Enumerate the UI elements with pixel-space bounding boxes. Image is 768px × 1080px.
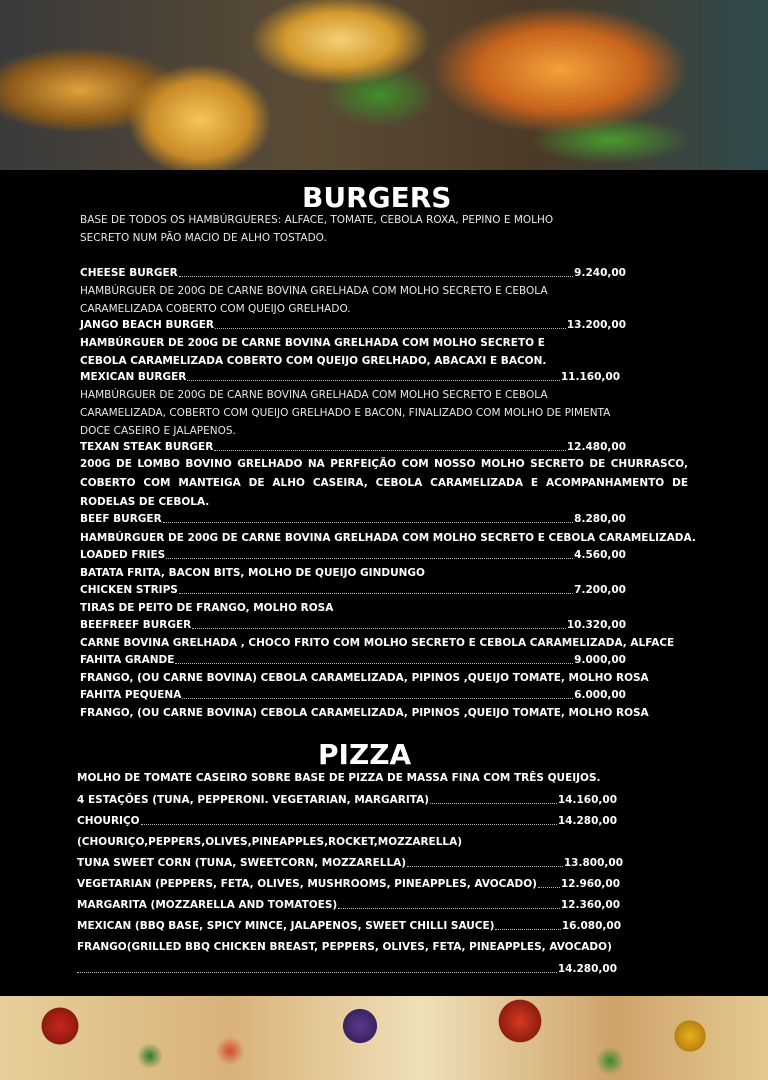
menu-item-pizza-vegetarian bbox=[77, 877, 620, 891]
item-price: 16.080,00 bbox=[561, 920, 621, 932]
item-name: MARGARITA (MOZZARELLA AND TOMATOES) bbox=[77, 899, 338, 911]
menu-item-pizza-frango-price-row bbox=[77, 962, 617, 976]
menu-item-pizza-4-estacoes bbox=[77, 793, 617, 807]
item-price: 10.320,00 bbox=[566, 619, 626, 631]
burger-photo-banner bbox=[0, 0, 768, 170]
item-description: BATATA FRITA, BACON BITS, MOLHO DE QUEIJO GINDUNGO bbox=[80, 567, 425, 579]
menu-item-beefreef-burger bbox=[80, 618, 626, 632]
menu-item-pizza-frango bbox=[77, 938, 680, 957]
item-price: 4.560,00 bbox=[574, 549, 626, 561]
item-name: BEEF BURGER bbox=[80, 513, 162, 525]
item-name: LOADED FRIES bbox=[80, 549, 166, 561]
item-price: 14.280,00 bbox=[557, 815, 617, 827]
item-price: 9.240,00 bbox=[574, 267, 626, 279]
pizza-photo-banner bbox=[0, 996, 768, 1080]
burgers-intro: BASE DE TODOS OS HAMBÚRGUERES: ALFACE, TOMATE, CEBOLA ROXA, PEPINO E MOLHO SECRETO NUM PÃO MACIO DE ALHO TOSTADO. bbox=[80, 214, 554, 244]
item-name: CHOURIÇO bbox=[77, 815, 140, 827]
menu-item-texan-steak-burger bbox=[80, 440, 626, 454]
menu-item-jango-beach-burger bbox=[80, 318, 626, 332]
item-name: VEGETARIAN (PEPPERS, FETA, OLIVES, MUSHROOMS, PINEAPPLES, AVOCADO) bbox=[77, 878, 537, 890]
item-price: 8.280,00 bbox=[574, 513, 626, 525]
menu-item-fahita-pequena bbox=[80, 688, 626, 702]
item-description: FRANGO, (OU CARNE BOVINA) CEBOLA CARAMELIZADA, PIPINOS ,QUEIJO TOMATE, MOLHO ROSA bbox=[80, 672, 649, 684]
menu-item-fahita-grande bbox=[80, 653, 626, 667]
item-name: FRANGO(GRILLED BBQ CHICKEN BREAST, PEPPERS, OLIVES, FETA, PINEAPPLES, AVOCADO) bbox=[77, 941, 612, 953]
item-price: 6.000,00 bbox=[574, 689, 626, 701]
menu-item-cheese-burger bbox=[80, 266, 626, 280]
item-description: HAMBÚRGUER DE 200G DE CARNE BOVINA GRELHADA COM MOLHO SECRETO E CEBOLA CARAMELIZADA. bbox=[80, 532, 696, 544]
menu-item-pizza-tuna-sweet-corn bbox=[77, 856, 623, 870]
item-name: BEEFREEF BURGER bbox=[80, 619, 192, 631]
item-name: TEXAN STEAK BURGER bbox=[80, 441, 214, 453]
item-description: FRANGO, (OU CARNE BOVINA) CEBOLA CARAMELIZADA, PIPINOS ,QUEIJO TOMATE, MOLHO ROSA bbox=[80, 707, 649, 719]
item-name: FAHITA PEQUENA bbox=[80, 689, 182, 701]
item-description: CARNE BOVINA GRELHADA , CHOCO FRITO COM MOLHO SECRETO E CEBOLA CARAMELIZADA, ALFACE bbox=[80, 637, 675, 649]
burgers-title: BURGERS bbox=[302, 181, 452, 214]
menu-item-pizza-mexican bbox=[77, 919, 621, 933]
item-price: 13.800,00 bbox=[563, 857, 623, 869]
pizza-intro: MOLHO DE TOMATE CASEIRO SOBRE BASE DE PIZZA DE MASSA FINA COM TRÊS QUEIJOS. bbox=[77, 772, 601, 784]
item-name: TUNA SWEET CORN (TUNA, SWEETCORN, MOZZARELLA) bbox=[77, 857, 407, 869]
item-description: HAMBÚRGUER DE 200G DE CARNE BOVINA GRELHADA COM MOLHO SECRETO E CEBOLA CARAMELIZADA COBERTO COM QUEIJO GRELHADO, ABACAXI E BACON. bbox=[80, 337, 547, 367]
item-description: HAMBÚRGUER DE 200G DE CARNE BOVINA GRELHADA COM MOLHO SECRETO E CEBOLA CARAMELIZADA, COBERTO COM QUEIJO GRELHADO E BACON, FINALIZADO COM MOLHO DE PIMENTA DOCE CASEIRO E JALAPENOS. bbox=[80, 389, 611, 437]
item-name: MEXICAN (BBQ BASE, SPICY MINCE, JALAPENOS, SWEET CHILLI SAUCE) bbox=[77, 920, 495, 932]
item-description: HAMBÚRGUER DE 200G DE CARNE BOVINA GRELHADA COM MOLHO SECRETO E CEBOLA CARAMELIZADA COBERTO COM QUEIJO GRELHADO. bbox=[80, 285, 548, 315]
menu-item-mexican-burger bbox=[80, 370, 620, 384]
item-price: 12.360,00 bbox=[560, 899, 620, 911]
pizza-title: PIZZA bbox=[318, 738, 412, 771]
menu-item-chicken-strips bbox=[80, 583, 626, 597]
item-name: MEXICAN BURGER bbox=[80, 371, 187, 383]
item-price: 7.200,00 bbox=[574, 584, 626, 596]
item-description: TIRAS DE PEITO DE FRANGO, MOLHO ROSA bbox=[80, 602, 334, 614]
menu-item-beef-burger bbox=[80, 512, 626, 526]
menu-item-pizza-chourico bbox=[77, 814, 617, 828]
item-price: 11.160,00 bbox=[560, 371, 620, 383]
item-description: (CHOURIÇO,PEPPERS,OLIVES,PINEAPPLES,ROCKET,MOZZARELLA) bbox=[77, 836, 463, 848]
item-name: 4 ESTAÇÕES (TUNA, PEPPERONI. VEGETARIAN, MARGARITA) bbox=[77, 794, 429, 806]
menu-item-loaded-fries bbox=[80, 548, 626, 562]
item-price: 13.200,00 bbox=[566, 319, 626, 331]
item-price: 12.480,00 bbox=[566, 441, 626, 453]
menu-item-pizza-margarita bbox=[77, 898, 620, 912]
item-price: 14.280,00 bbox=[557, 963, 617, 975]
item-price: 12.960,00 bbox=[560, 878, 620, 890]
item-name: JANGO BEACH BURGER bbox=[80, 319, 214, 331]
item-name: FAHITA GRANDE bbox=[80, 654, 175, 666]
item-name: CHICKEN STRIPS bbox=[80, 584, 178, 596]
item-price: 14.160,00 bbox=[557, 794, 617, 806]
item-description: 200G DE LOMBO BOVINO GRELHADO NA PERFEIÇÃO COM NOSSO MOLHO SECRETO DE CHURRASCO, COBERTO COM MANTEIGA DE ALHO CASEIRA, CEBOLA CARAMELIZADA E ACOMPANHAMENTO DE RODELAS DE CEBOLA. bbox=[80, 458, 688, 508]
item-price: 9.000,00 bbox=[574, 654, 626, 666]
item-name: CHEESE BURGER bbox=[80, 267, 178, 279]
